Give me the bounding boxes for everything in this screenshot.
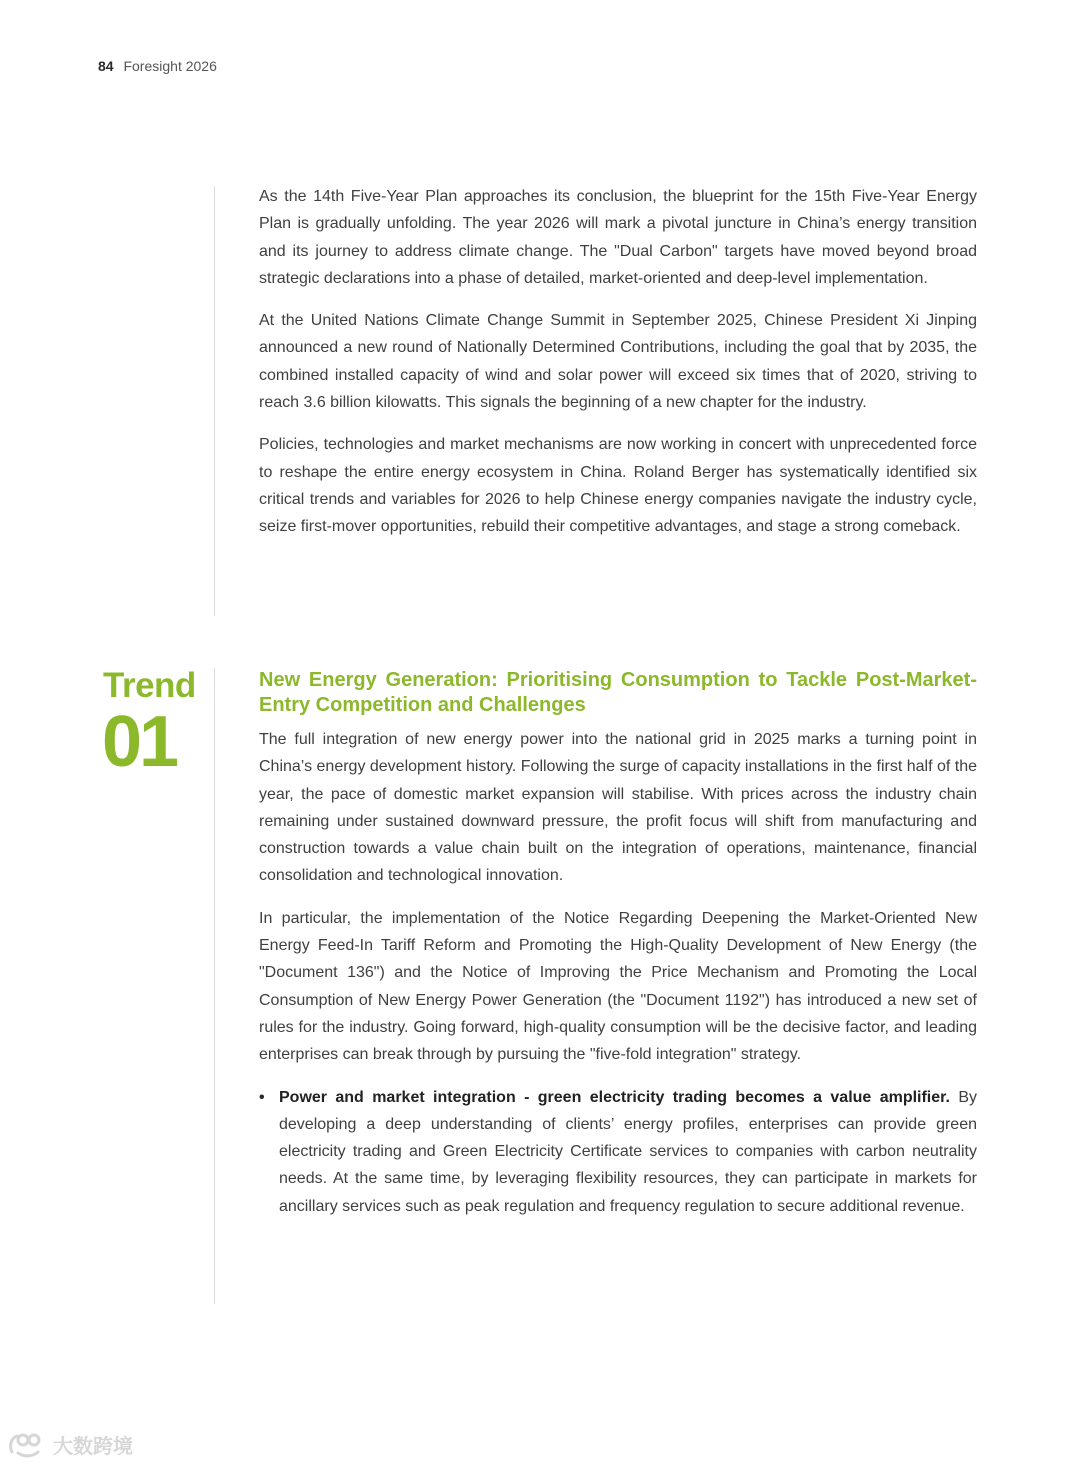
- bullet-item: [259, 1084, 977, 1220]
- watermark: [8, 1430, 133, 1459]
- trend-word: Trend: [103, 666, 196, 705]
- trend-bullet-list: [259, 1084, 977, 1220]
- page-number: 84: [98, 58, 114, 74]
- bullet-lead: Power and market integration - green electricity trading becomes a value amplifier.: [279, 1088, 950, 1106]
- publication-title: Foresight 2026: [123, 58, 217, 74]
- intro-paragraph-2: At the United Nations Climate Change Summit in September 2025, Chinese President Xi Jinping announced a new round of Nationally Determined Contributions, including the goal that by 2035, the combined installed capacity of wind and solar power will exceed six times that of 2020, striving to reach 3.6 billion kilowatts. This signals the beginning of a new chapter for the industry.: [259, 312, 977, 412]
- trend-divider: [214, 668, 215, 1304]
- intro-section: [259, 183, 977, 556]
- trend-number: 01: [102, 702, 177, 782]
- trend-section: [259, 668, 977, 1220]
- trend-label: [102, 666, 203, 782]
- trend-heading: New Energy Generation: Prioritising Consumption to Tackle Post-Market-Entry Competition and Challenges: [259, 669, 977, 716]
- bullet-icon: •: [259, 1088, 265, 1106]
- trend-paragraph-1: The full integration of new energy power into the national grid in 2025 marks a turning point in China’s energy development history. Following the surge of capacity installations in the first half of the year, the pace of domestic market expansion will stabilise. With prices across the industry chain remaining under sustained downward pressure, the profit focus will shift from manufacturing and construction towards a value chain built on the integration of operations, maintenance, financial consolidation and technological innovation.: [259, 731, 978, 885]
- bullet-text: By developing a deep understanding of clients’ energy profiles, enterprises can provide green electricity trading and Green Electricity Certificate services to companies with carbon neutrality needs. At the same time, by leveraging flexibility resources, they can participate in markets for ancillary services such as peak regulation and frequency regulation to secure additional revenue.: [279, 1088, 977, 1215]
- intro-divider: [214, 186, 215, 616]
- watermark-logo-icon: [8, 1432, 48, 1458]
- intro-paragraph-3: Policies, technologies and market mechanisms are now working in concert with unprecedented force to reshape the entire energy ecosystem in China. Roland Berger has systematically identified six critical trends and variables for 2026 to help Chinese energy companies navigate the industry cycle, seize first-mover opportunities, rebuild their competitive advantages, and stage a strong comeback.: [259, 436, 977, 536]
- watermark-text: 大数跨境: [53, 1434, 133, 1458]
- intro-paragraph-1: As the 14th Five-Year Plan approaches its conclusion, the blueprint for the 15th Five-Year Energy Plan is gradually unfolding. The year 2026 will mark a pivotal juncture in China’s energy transition and its journey to address climate change. The "Dual Carbon" targets have moved beyond broad strategic declarations into a phase of detailed, market-oriented and deep-level implementation.: [259, 188, 977, 287]
- trend-paragraph-2: In particular, the implementation of the Notice Regarding Deepening the Market-Oriented New Energy Feed-In Tariff Reform and Promoting the High-Quality Development of New Energy (the "Document 136") and the Notice of Improving the Price Mechanism and Promoting the Local Consumption of New Energy Power Generation (the "Document 1192") has introduced a new set of rules for the industry. Going forward, high-quality consumption will be the decisive factor, and leading enterprises can break through by pursuing the "five-fold integration" strategy.: [259, 909, 977, 1064]
- page-header: [98, 58, 217, 74]
